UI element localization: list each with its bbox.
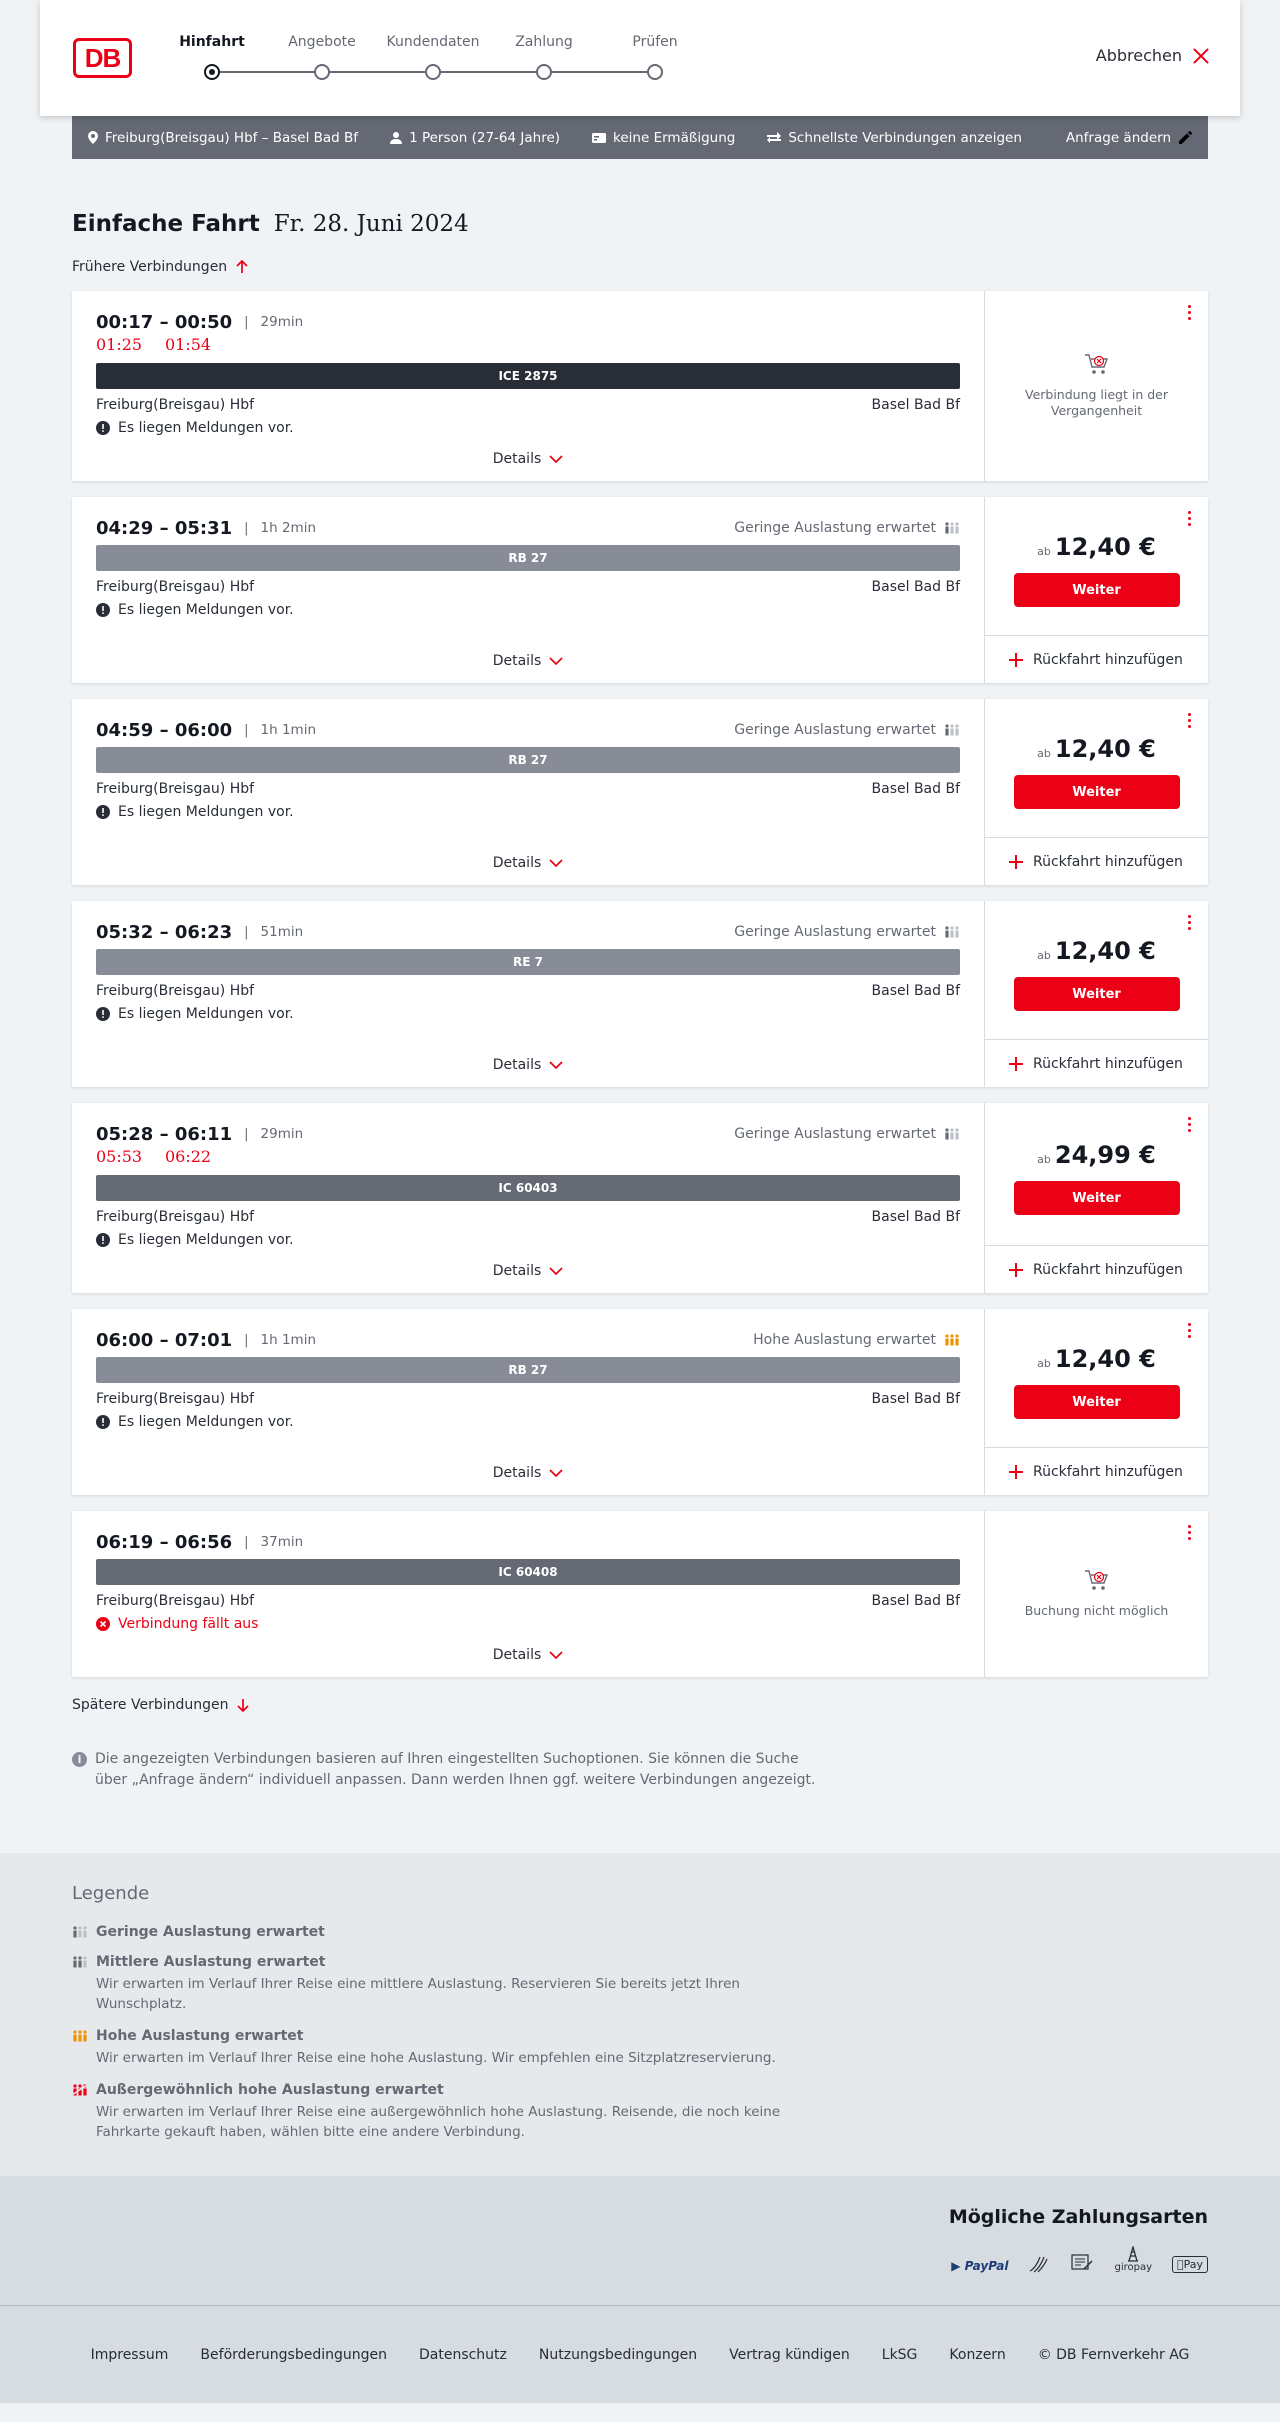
step-pruefen bbox=[595, 34, 715, 80]
separator: | bbox=[244, 1332, 249, 1348]
footer-copyright: © DB Fernverkehr AG bbox=[1037, 2346, 1190, 2363]
price-value: 24,99 € bbox=[1054, 1141, 1156, 1169]
booking-panel bbox=[984, 699, 1208, 885]
destination-station: Basel Bad Bf bbox=[871, 781, 960, 797]
connection-times: 05:32 – 06:23 bbox=[96, 921, 233, 943]
search-route bbox=[88, 130, 358, 146]
info-icon: i bbox=[72, 1752, 87, 1767]
price-prefix: ab bbox=[1037, 1153, 1051, 1166]
legend-section bbox=[0, 1853, 1280, 2176]
step-dot bbox=[536, 64, 552, 80]
chevron-down-icon bbox=[549, 1651, 563, 1659]
real-time-row bbox=[96, 1147, 960, 1169]
occupancy-high-icon bbox=[944, 1334, 960, 1346]
cancel-circle-icon bbox=[96, 1617, 110, 1631]
delayed-arrival: 01:54 bbox=[165, 335, 212, 354]
origin-station: Freiburg(Breisgau) Hbf bbox=[96, 1593, 255, 1609]
unavailable-box bbox=[985, 1511, 1208, 1677]
origin-station: Freiburg(Breisgau) Hbf bbox=[96, 579, 255, 595]
times-row bbox=[96, 921, 960, 943]
page-footer bbox=[0, 2305, 1280, 2403]
alert-icon bbox=[96, 603, 110, 617]
alert-icon bbox=[96, 1415, 110, 1429]
apple-pay-label: Pay bbox=[1183, 2258, 1203, 2271]
connection-card bbox=[72, 497, 1208, 683]
more-options-icon[interactable] bbox=[1188, 1117, 1192, 1133]
message-text: Es liegen Meldungen vor. bbox=[118, 420, 294, 436]
details-label: Details bbox=[492, 1465, 542, 1481]
earlier-label: Frühere Verbindungen bbox=[72, 259, 228, 275]
price-prefix: ab bbox=[1037, 949, 1051, 962]
step-dot bbox=[314, 64, 330, 80]
occupancy-info bbox=[734, 520, 960, 536]
booking-panel bbox=[984, 901, 1208, 1087]
train-bar[interactable]: ICE 2875 bbox=[96, 363, 960, 389]
chevron-down-icon bbox=[549, 859, 563, 867]
price-box bbox=[985, 1103, 1208, 1245]
details-toggle[interactable] bbox=[72, 1465, 984, 1481]
stations-row bbox=[96, 397, 960, 413]
message-row bbox=[96, 1006, 960, 1022]
alert-icon bbox=[96, 805, 110, 819]
legend-title: Legende bbox=[72, 1883, 150, 1904]
alert-icon bbox=[96, 1233, 110, 1247]
price-prefix: ab bbox=[1037, 747, 1051, 760]
duration: 1h 1min bbox=[260, 722, 316, 738]
separator: | bbox=[244, 722, 249, 738]
price-box bbox=[985, 901, 1208, 1039]
details-label: Details bbox=[492, 451, 542, 467]
step-label: Kundendaten bbox=[386, 34, 480, 50]
chevron-down-icon bbox=[549, 1267, 563, 1275]
add-return-button[interactable] bbox=[985, 1039, 1208, 1087]
connection-card bbox=[72, 291, 1208, 481]
later-connections-link[interactable] bbox=[72, 1697, 1208, 1713]
continue-button[interactable]: Weiter bbox=[1014, 775, 1180, 809]
destination-station: Basel Bad Bf bbox=[871, 1209, 960, 1225]
details-label: Details bbox=[492, 1263, 542, 1279]
details-toggle[interactable] bbox=[72, 451, 984, 467]
arrow-up-icon bbox=[235, 260, 249, 274]
location-pin-icon bbox=[88, 131, 98, 144]
price-box bbox=[985, 497, 1208, 635]
unavailable-text: Verbindung liegt in der Vergangenheit bbox=[1024, 387, 1168, 418]
times-row bbox=[96, 1123, 960, 1145]
price-prefix: ab bbox=[1037, 545, 1051, 558]
occupancy-extreme-icon bbox=[72, 2084, 88, 2096]
booking-panel bbox=[984, 291, 1208, 481]
payment-icons bbox=[72, 2246, 1208, 2273]
connection-times: 00:17 – 00:50 bbox=[96, 311, 233, 333]
stations-row bbox=[96, 1209, 960, 1225]
separator: | bbox=[244, 924, 249, 940]
giropay-label: giropay bbox=[1114, 2262, 1152, 2273]
booking-panel bbox=[984, 1309, 1208, 1495]
origin-station: Freiburg(Breisgau) Hbf bbox=[96, 397, 255, 413]
destination-station: Basel Bad Bf bbox=[871, 579, 960, 595]
details-label: Details bbox=[492, 1057, 542, 1073]
chevron-down-icon bbox=[549, 455, 563, 463]
message-row bbox=[96, 1232, 960, 1248]
apple-pay-icon bbox=[1172, 2256, 1208, 2273]
unavailable-box bbox=[985, 291, 1208, 481]
message-text: Es liegen Meldungen vor. bbox=[118, 804, 294, 820]
connection-info bbox=[72, 699, 984, 885]
add-return-button[interactable] bbox=[985, 1245, 1208, 1293]
legend-item-title: Geringe Auslastung erwartet bbox=[96, 1924, 325, 1940]
stations-row bbox=[96, 781, 960, 797]
connection-info bbox=[72, 1511, 984, 1677]
price-prefix: ab bbox=[1037, 1357, 1051, 1370]
alert-icon bbox=[96, 421, 110, 435]
destination-station: Basel Bad Bf bbox=[871, 1593, 960, 1609]
legend-item-high bbox=[72, 2028, 1208, 2068]
continue-button[interactable]: Weiter bbox=[1014, 573, 1180, 607]
swap-arrows-icon bbox=[767, 132, 781, 144]
step-label: Hinfahrt bbox=[179, 34, 245, 50]
step-hinfahrt bbox=[152, 34, 272, 80]
details-toggle[interactable] bbox=[72, 855, 984, 871]
legend-item-title: Außergewöhnlich hohe Auslastung erwartet bbox=[96, 2082, 444, 2098]
legend-item-low bbox=[72, 1924, 1208, 1940]
occupancy-info bbox=[734, 924, 960, 940]
price bbox=[1037, 735, 1156, 763]
connection-info bbox=[72, 291, 984, 481]
details-toggle[interactable] bbox=[72, 653, 984, 669]
legend-item-title: Mittlere Auslastung erwartet bbox=[96, 1954, 326, 1970]
page-heading bbox=[72, 211, 1208, 237]
connection-times: 06:19 – 06:56 bbox=[96, 1531, 233, 1553]
booking-panel bbox=[984, 1103, 1208, 1293]
train-bar[interactable]: IC 60408 bbox=[96, 1559, 960, 1585]
progress-stepper bbox=[179, 34, 683, 84]
payment-title: Mögliche Zahlungsarten bbox=[948, 2206, 1208, 2228]
destination-station: Basel Bad Bf bbox=[871, 1391, 960, 1407]
message-text: Es liegen Meldungen vor. bbox=[118, 1232, 294, 1248]
cancellation-text: Verbindung fällt aus bbox=[118, 1616, 259, 1632]
info-text: Die angezeigten Verbindungen basieren auf Ihren eingestellten Suchoptionen. Sie können die Suche über „Anfrage ändern“ individuell anpassen. Dann werden Ihnen ggf. weitere Verbindungen angezeigt. bbox=[95, 1751, 816, 1788]
legend-item-text: Wir erwarten im Verlauf Ihrer Reise eine hohe Auslastung. Wir empfehlen eine Sitzplatzreservierung. bbox=[96, 2050, 776, 2066]
connection-info bbox=[72, 1103, 984, 1293]
duration: 1h 1min bbox=[260, 1332, 316, 1348]
add-return-label: Rückfahrt hinzufügen bbox=[1033, 1055, 1183, 1072]
message-row bbox=[96, 1414, 960, 1430]
origin-station: Freiburg(Breisgau) Hbf bbox=[96, 1209, 255, 1225]
chevron-down-icon bbox=[549, 1469, 563, 1477]
add-return-label: Rückfahrt hinzufügen bbox=[1033, 651, 1183, 668]
train-bar[interactable]: RE 7 bbox=[96, 949, 960, 975]
more-options-icon[interactable] bbox=[1188, 1323, 1192, 1339]
origin-station: Freiburg(Breisgau) Hbf bbox=[96, 1391, 255, 1407]
alert-icon bbox=[96, 1007, 110, 1021]
cancellation-row bbox=[96, 1616, 960, 1632]
times-row bbox=[96, 311, 960, 333]
sepa-debit-icon bbox=[1070, 2253, 1094, 2273]
details-toggle[interactable] bbox=[72, 1057, 984, 1073]
footer-link-impressum[interactable]: Impressum bbox=[90, 2346, 169, 2363]
add-return-button[interactable] bbox=[985, 1447, 1208, 1495]
connection-times: 04:29 – 05:31 bbox=[96, 517, 233, 539]
close-icon bbox=[1192, 47, 1210, 65]
paypal-icon: ▶ PayPal bbox=[951, 2259, 1009, 2273]
stations-row bbox=[96, 983, 960, 999]
plus-icon bbox=[1009, 653, 1023, 667]
later-label: Spätere Verbindungen bbox=[72, 1697, 229, 1713]
message-row bbox=[96, 420, 960, 436]
price bbox=[1037, 937, 1156, 965]
more-options-icon[interactable] bbox=[1188, 305, 1192, 321]
legend-item-text: Wir erwarten im Verlauf Ihrer Reise eine außergewöhnlich hohe Auslastung. Reisende, die noch keine Fahrkarte gekauft haben, wählen bitte eine andere Verbindung. bbox=[96, 2104, 781, 2140]
occupancy-low-icon bbox=[944, 1128, 960, 1140]
occupancy-info bbox=[753, 1332, 960, 1348]
message-text: Es liegen Meldungen vor. bbox=[118, 1414, 294, 1430]
paypal-label: PayPal bbox=[964, 2259, 1009, 2273]
stations-row bbox=[96, 1593, 960, 1609]
separator: | bbox=[244, 1126, 249, 1142]
continue-button[interactable]: Weiter bbox=[1014, 977, 1180, 1011]
page-title: Einfache Fahrt bbox=[72, 211, 260, 237]
step-dot bbox=[425, 64, 441, 80]
times-row bbox=[96, 517, 960, 539]
details-label: Details bbox=[492, 855, 542, 871]
price bbox=[1037, 1345, 1156, 1373]
occupancy-low-icon bbox=[944, 724, 960, 736]
footer-link-lksg[interactable]: LkSG bbox=[881, 2346, 918, 2363]
continue-button[interactable]: Weiter bbox=[1014, 1181, 1180, 1215]
plus-icon bbox=[1009, 855, 1023, 869]
separator: | bbox=[244, 314, 249, 330]
footer-link-nutzungsbedingungen[interactable]: Nutzungsbedingungen bbox=[538, 2346, 698, 2363]
message-row bbox=[96, 804, 960, 820]
connection-card bbox=[72, 901, 1208, 1087]
occupancy-high-icon bbox=[72, 2030, 88, 2042]
legend-item-text: Wir erwarten im Verlauf Ihrer Reise eine mittlere Auslastung. Reservieren Sie bereits jetzt Ihren Wunschplatz. bbox=[96, 1976, 740, 2012]
train-bar[interactable]: RB 27 bbox=[96, 747, 960, 773]
connection-info bbox=[72, 497, 984, 683]
origin-station: Freiburg(Breisgau) Hbf bbox=[96, 781, 255, 797]
search-discount bbox=[592, 130, 735, 146]
more-options-icon[interactable] bbox=[1188, 713, 1192, 729]
edit-query-label: Anfrage ändern bbox=[1065, 129, 1171, 146]
occupancy-text: Geringe Auslastung erwartet bbox=[734, 520, 936, 536]
add-return-button[interactable] bbox=[985, 837, 1208, 885]
legend-item-extreme bbox=[72, 2082, 1208, 2142]
pencil-icon bbox=[1179, 131, 1192, 144]
duration: 1h 2min bbox=[260, 520, 316, 536]
connection-card bbox=[72, 1309, 1208, 1495]
add-return-button[interactable] bbox=[985, 635, 1208, 683]
connection-info bbox=[72, 901, 984, 1087]
message-text: Es liegen Meldungen vor. bbox=[118, 1006, 294, 1022]
search-fastest bbox=[767, 130, 1022, 146]
booking-panel bbox=[984, 1511, 1208, 1677]
results-section bbox=[72, 211, 1208, 1791]
price-value: 12,40 € bbox=[1054, 1345, 1156, 1373]
cancel-label: Abbrechen bbox=[1095, 46, 1182, 65]
chevron-down-icon bbox=[549, 1061, 563, 1069]
plus-icon bbox=[1009, 1465, 1023, 1479]
destination-station: Basel Bad Bf bbox=[871, 397, 960, 413]
add-return-label: Rückfahrt hinzufügen bbox=[1033, 1463, 1183, 1480]
discount-text: keine Ermäßigung bbox=[613, 129, 736, 146]
search-summary-bar bbox=[72, 116, 1208, 159]
occupancy-text: Geringe Auslastung erwartet bbox=[734, 1126, 936, 1142]
price bbox=[1037, 1141, 1156, 1169]
separator: | bbox=[244, 1534, 249, 1550]
credit-card-icon bbox=[1028, 2253, 1050, 2273]
occupancy-text: Geringe Auslastung erwartet bbox=[734, 924, 936, 940]
train-bar[interactable]: RB 27 bbox=[96, 545, 960, 571]
times-row bbox=[96, 1329, 960, 1351]
price-value: 12,40 € bbox=[1054, 937, 1156, 965]
occupancy-text: Geringe Auslastung erwartet bbox=[734, 722, 936, 738]
connection-card bbox=[72, 699, 1208, 885]
step-label: Angebote bbox=[288, 34, 356, 50]
continue-button[interactable]: Weiter bbox=[1014, 1385, 1180, 1419]
times-row bbox=[96, 719, 960, 741]
details-label: Details bbox=[492, 653, 542, 669]
plus-icon bbox=[1009, 1263, 1023, 1277]
top-header bbox=[40, 0, 1240, 116]
price bbox=[1037, 533, 1156, 561]
price-value: 12,40 € bbox=[1054, 533, 1156, 561]
message-text: Es liegen Meldungen vor. bbox=[118, 602, 294, 618]
footer-link-befoerderungsbedingungen[interactable]: Beförderungsbedingungen bbox=[200, 2346, 387, 2363]
travel-date: Fr. 28. Juni 2024 bbox=[273, 211, 469, 237]
payment-methods-section bbox=[0, 2176, 1280, 2305]
duration: 29min bbox=[260, 314, 304, 330]
booking-panel bbox=[984, 497, 1208, 683]
legend-item-medium bbox=[72, 1954, 1208, 2014]
edit-query-button[interactable] bbox=[1066, 130, 1192, 146]
details-label: Details bbox=[492, 1647, 542, 1663]
add-return-label: Rückfahrt hinzufügen bbox=[1033, 853, 1183, 870]
stations-row bbox=[96, 579, 960, 595]
connection-times: 06:00 – 07:01 bbox=[96, 1329, 233, 1351]
duration: 51min bbox=[260, 924, 304, 940]
footer-link-vertrag-kuendigen[interactable]: Vertrag kündigen bbox=[729, 2346, 850, 2363]
price-value: 12,40 € bbox=[1054, 735, 1156, 763]
step-dot bbox=[647, 64, 663, 80]
connection-info bbox=[72, 1309, 984, 1495]
times-row bbox=[96, 1531, 960, 1553]
travellers-text: 1 Person (27-64 Jahre) bbox=[409, 129, 561, 146]
details-toggle[interactable] bbox=[72, 1263, 984, 1279]
occupancy-info bbox=[734, 1126, 960, 1142]
step-dot-active bbox=[204, 64, 220, 80]
more-options-icon[interactable] bbox=[1188, 511, 1192, 527]
real-time-row bbox=[96, 335, 960, 357]
delayed-departure: 05:53 bbox=[96, 1147, 143, 1166]
giropay-icon bbox=[1114, 2246, 1152, 2273]
train-bar[interactable]: IC 60403 bbox=[96, 1175, 960, 1201]
person-icon bbox=[390, 132, 402, 144]
message-row bbox=[96, 602, 960, 618]
earlier-connections-link[interactable] bbox=[72, 259, 1208, 275]
connection-times: 04:59 – 06:00 bbox=[96, 719, 233, 741]
unavailable-text: Buchung nicht möglich bbox=[1024, 1603, 1169, 1618]
fastest-text: Schnellste Verbindungen anzeigen bbox=[788, 129, 1022, 146]
more-options-icon[interactable] bbox=[1188, 1525, 1192, 1541]
occupancy-low-icon bbox=[944, 926, 960, 938]
step-angebote bbox=[262, 34, 382, 80]
delayed-arrival: 06:22 bbox=[165, 1147, 212, 1166]
connection-card bbox=[72, 1511, 1208, 1677]
cart-unavailable-icon bbox=[1084, 353, 1110, 377]
connection-card bbox=[72, 1103, 1208, 1293]
connection-times: 05:28 – 06:11 bbox=[96, 1123, 233, 1145]
search-info-note bbox=[72, 1749, 832, 1791]
origin-station: Freiburg(Breisgau) Hbf bbox=[96, 983, 255, 999]
destination-station: Basel Bad Bf bbox=[871, 983, 960, 999]
more-options-icon[interactable] bbox=[1188, 915, 1192, 931]
details-toggle[interactable] bbox=[72, 1647, 984, 1663]
occupancy-text: Hohe Auslastung erwartet bbox=[753, 1332, 936, 1348]
price-box bbox=[985, 1309, 1208, 1447]
train-bar[interactable]: RB 27 bbox=[96, 1357, 960, 1383]
occupancy-info bbox=[734, 722, 960, 738]
chevron-down-icon bbox=[549, 657, 563, 665]
step-kundendaten bbox=[373, 34, 493, 80]
delayed-departure: 01:25 bbox=[96, 335, 143, 354]
footer-link-konzern[interactable]: Konzern bbox=[949, 2346, 1006, 2363]
duration: 37min bbox=[260, 1534, 304, 1550]
cancel-button[interactable] bbox=[1096, 46, 1210, 65]
cart-unavailable-icon bbox=[1084, 1569, 1110, 1593]
step-label: Zahlung bbox=[515, 34, 573, 50]
db-logo[interactable]: DB bbox=[73, 38, 132, 78]
occupancy-low-icon bbox=[944, 522, 960, 534]
footer-link-datenschutz[interactable]: Datenschutz bbox=[418, 2346, 507, 2363]
arrow-down-icon bbox=[236, 1698, 250, 1712]
step-label: Prüfen bbox=[632, 34, 678, 50]
legend-item-title: Hohe Auslastung erwartet bbox=[96, 2028, 304, 2044]
price-box bbox=[985, 699, 1208, 837]
add-return-label: Rückfahrt hinzufügen bbox=[1033, 1261, 1183, 1278]
bahncard-icon bbox=[592, 133, 606, 143]
search-travellers bbox=[390, 130, 560, 146]
stations-row bbox=[96, 1391, 960, 1407]
occupancy-low-icon bbox=[72, 1926, 88, 1938]
separator: | bbox=[244, 520, 249, 536]
step-zahlung bbox=[484, 34, 604, 80]
duration: 29min bbox=[260, 1126, 304, 1142]
route-text: Freiburg(Breisgau) Hbf – Basel Bad Bf bbox=[105, 129, 359, 146]
occupancy-medium-icon bbox=[72, 1956, 88, 1968]
plus-icon bbox=[1009, 1057, 1023, 1071]
